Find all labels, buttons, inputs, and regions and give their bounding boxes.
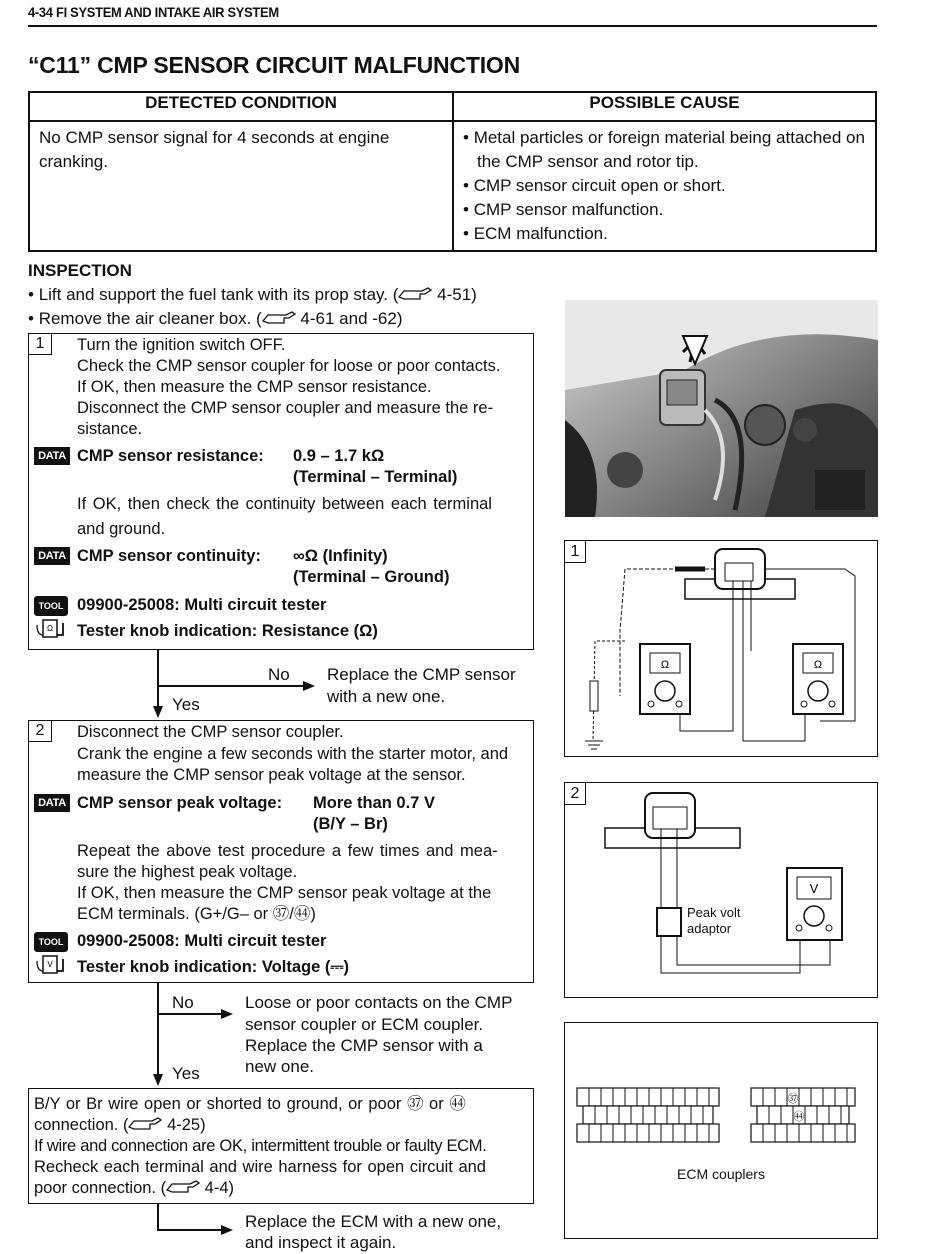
tester-knob-spec: Tester knob indication: Resistance (Ω) [77,622,378,640]
ecm-couplers-figure [564,1022,878,1239]
reference-hand-icon [128,1117,162,1131]
inspection-bullet: • Lift and support the fuel tank with its prop stay. ( 4-51) [28,285,477,304]
arrow-down-icon [152,706,164,720]
step2-instruction: sure the highest peak voltage. [77,863,298,881]
step1-instruction: Turn the ignition switch OFF. [77,336,286,354]
cause-list [463,126,867,246]
ecm-couplers-diagram [565,1023,877,1238]
step2-instruction: Repeat the above test procedure a few times and mea- [77,842,498,860]
flow-no-label: No [268,665,290,684]
figure-2 [564,782,878,998]
page-title: “C11” CMP SENSOR CIRCUIT MALFUNCTION [28,52,521,78]
knob-symbol: V [47,960,53,969]
flow-no-action: Replace the CMP sensor [327,665,516,684]
flow-no-label: No [172,993,194,1012]
data-icon: DATA [34,547,70,565]
spec-value: More than 0.7 V [313,794,435,812]
spec-subvalue: (Terminal – Terminal) [293,468,458,486]
tool-icon: TOOL [34,596,68,616]
spec-label: CMP sensor continuity: [77,547,261,565]
final-text: Recheck each terminal and wire harness for open circuit and [34,1158,486,1176]
flow-line [157,982,159,1078]
step1-instruction: Disconnect the CMP sensor coupler and measure the re- [77,399,494,417]
detected-condition-cell: No CMP sensor signal for 4 seconds at engine cranking. [29,121,453,251]
spec-label: CMP sensor resistance: [77,447,264,465]
arrow-right-icon [221,1008,235,1020]
step-number: 2 [29,721,52,742]
spec-subvalue: (Terminal – Ground) [293,568,450,586]
arrow-right-icon [303,680,317,692]
flow-line [157,1203,159,1230]
flow-no-action: sensor coupler or ECM coupler. [245,1015,484,1034]
spec-value: 0.9 – 1.7 kΩ [293,447,385,465]
flow-line [157,649,159,709]
flow-yes-label: Yes [172,1064,200,1083]
meter-symbol: Ω [660,659,670,671]
flow-no-action: with a new one. [327,687,446,706]
step-number: 1 [29,334,52,355]
step1-instruction: sistance. [77,420,143,438]
step1-instruction: If OK, then check the continuity between each terminal [77,495,492,513]
cause-item: • ECM malfunction. [463,222,867,246]
resistance-wiring-diagram [565,541,877,756]
step2-instruction: ECM terminals. (G+/G– or ㊲/㊹) [77,905,316,923]
cause-item: • CMP sensor circuit open or short. [463,174,867,198]
step1-instruction: If OK, then measure the CMP sensor resistance. [77,378,432,396]
final-diagnosis-box [28,1088,534,1204]
inspection-bullet: • Remove the air cleaner box. ( 4-61 and -62) [28,309,403,328]
page-header: 4-34 FI SYSTEM AND INTAKE AIR SYSTEM [28,4,279,20]
final-text: B/Y or Br wire open or shorted to ground, or poor ㊲ or ㊹ [34,1095,466,1113]
final-text-part: connection. ( [34,1116,129,1134]
figure-number: 1 [565,541,586,563]
final-text [34,1115,206,1136]
reference-hand-icon [166,1180,200,1194]
bullet-ref: 4-61 and -62) [295,309,403,328]
step1-box [28,333,534,650]
peak-voltage-wiring-diagram [565,783,877,997]
step2-box [28,720,534,983]
engine-photo [565,300,878,517]
tester-knob-icon [35,955,65,975]
bullet-ref: 4-51) [432,285,477,304]
final-text-ref: 4-4) [200,1179,235,1197]
step1-instruction: Check the CMP sensor coupler for loose or poor contacts. [77,357,501,375]
inspection-heading: INSPECTION [28,261,132,280]
flow-no-action: new one. [245,1057,314,1076]
meter-symbol: V [809,881,819,896]
final-text [34,1178,234,1199]
cause-item: • CMP sensor malfunction. [463,198,867,222]
tester-knob-icon [35,619,65,639]
header-rule [28,25,877,27]
step2-instruction: Crank the engine a few seconds with the starter motor, and [77,745,509,763]
bullet-text: Remove the air cleaner box. ( [38,309,262,328]
adaptor-label: adaptor [687,921,732,936]
step2-instruction: Disconnect the CMP sensor coupler. [77,723,344,741]
flow-yes-label: Yes [172,695,200,714]
final-text-part: poor connection. ( [34,1179,167,1197]
step2-instruction: If OK, then measure the CMP sensor peak voltage at the [77,884,492,902]
step2-instruction: measure the CMP sensor peak voltage at the sensor. [77,766,466,784]
pin-37-label: ㊲ [787,1092,799,1105]
spec-subvalue: (B/Y – Br) [313,815,388,833]
arrow-down-icon [152,1074,164,1088]
table-header-cause: POSSIBLE CAUSE [453,92,876,121]
pin-44-label: ㊹ [793,1110,805,1123]
tool-icon: TOOL [34,932,68,952]
flow-final-action: Replace the ECM with a new one, [245,1212,502,1231]
data-icon: DATA [34,794,70,812]
cause-item: • Metal particles or foreign material being attached on the CMP sensor and rotor tip. [463,126,867,174]
flow-no-action: Loose or poor contacts on the CMP [245,993,513,1012]
step1-instruction: and ground. [77,520,166,538]
final-text: If wire and connection are OK, intermittent trouble or faulty ECM. [34,1137,487,1155]
flow-no-action: Replace the CMP sensor with a [245,1036,483,1055]
tool-spec: 09900-25008: Multi circuit tester [77,596,327,614]
reference-hand-icon [262,311,296,325]
meter-symbol: Ω [813,659,823,671]
tool-spec: 09900-25008: Multi circuit tester [77,932,327,950]
figure-number: 2 [565,783,586,805]
ecm-label: ECM couplers [677,1166,765,1182]
knob-symbol: Ω [47,624,53,633]
tester-knob-spec: Tester knob indication: Voltage (⎓) [77,958,349,976]
table-header-condition: DETECTED CONDITION [29,92,453,121]
data-icon: DATA [34,447,70,465]
spec-label: CMP sensor peak voltage: [77,794,283,812]
condition-table [28,91,877,252]
possible-cause-cell [453,121,876,251]
reference-hand-icon [398,287,432,301]
engine-photo-image [565,300,878,517]
flow-final-action: and inspect it again. [245,1233,397,1252]
spec-value: ∞Ω (Infinity) [293,547,388,565]
arrow-right-icon [221,1224,235,1236]
adaptor-label: Peak volt [687,905,741,920]
figure-1 [564,540,878,757]
flow-line [157,1229,225,1231]
bullet-text: Lift and support the fuel tank with its prop stay. ( [38,285,399,304]
final-text-ref: 4-25) [162,1116,206,1134]
